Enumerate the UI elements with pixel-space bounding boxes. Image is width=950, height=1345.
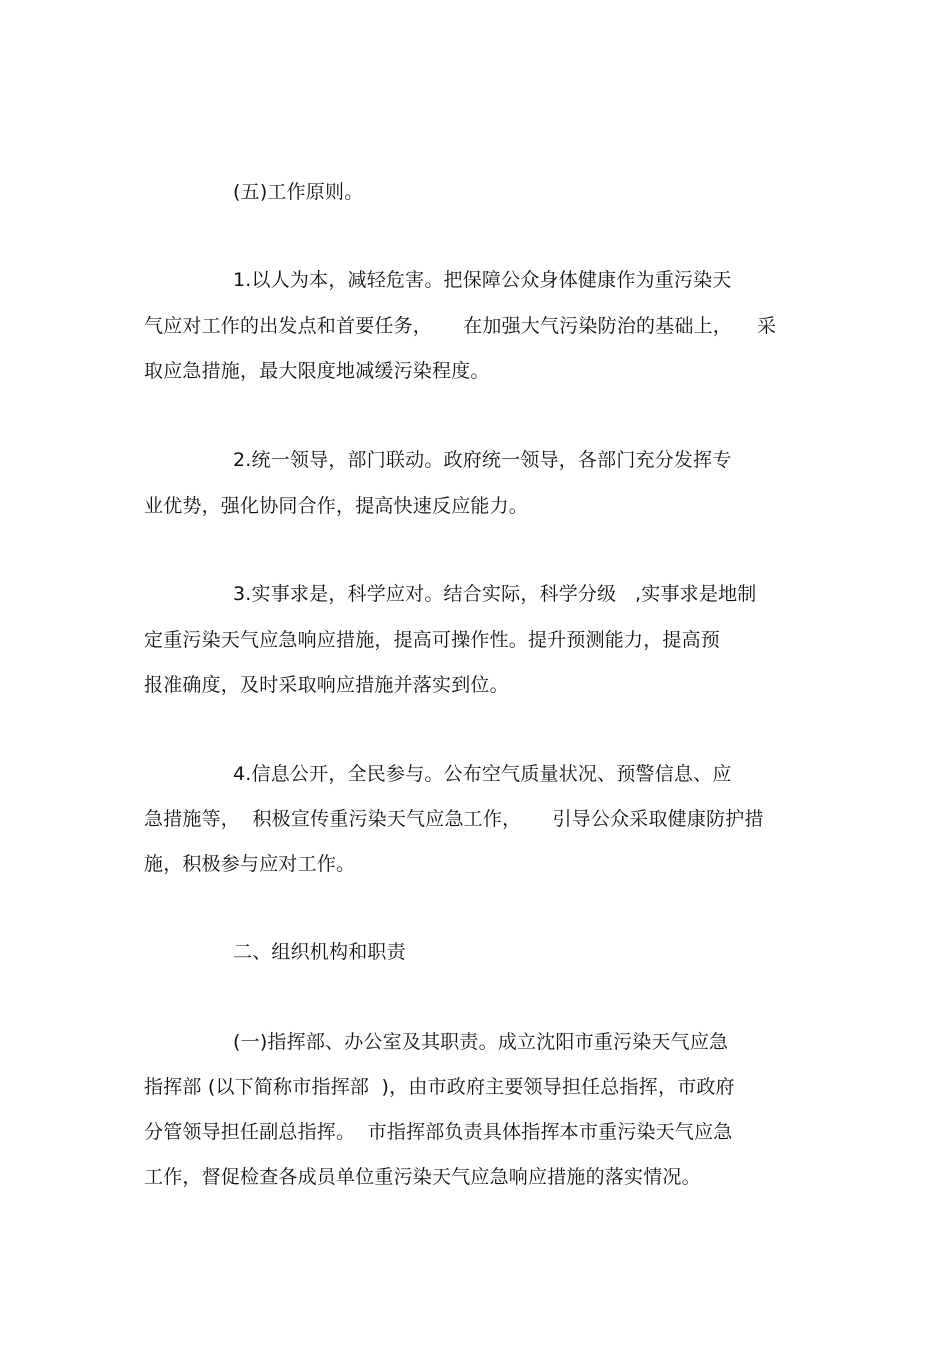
principle-1-line-3: 取应急措施，最大限度地减缓污染程度。 xyxy=(144,360,490,382)
principle-3-line-3: 报准确度，及时采取响应措施并落实到位。 xyxy=(144,674,509,696)
principle-2-line-1: 2.统一领导，部门联动。政府统一领导，各部门充分发挥专 xyxy=(233,449,732,471)
principle-3-line-1: 3.实事求是，科学应对。结合实际，科学分级 ,实事求是地制 xyxy=(233,583,757,605)
command-office-line-2: 指挥部 (以下简称市指挥部 )，由市政府主要领导担任总指挥，市政府 xyxy=(144,1076,735,1098)
heading-work-principles: (五)工作原则。 xyxy=(233,181,364,203)
principle-4-line-1: 4.信息公开，全民参与。公布空气质量状况、预警信息、应 xyxy=(233,763,732,785)
principle-4-line-2: 急措施等， 积极宣传重污染天气应急工作， 引导公众采取健康防护措 xyxy=(144,808,764,830)
principle-3-line-2: 定重污染天气应急响应措施，提高可操作性。提升预测能力，提高预 xyxy=(144,629,721,651)
command-office-line-1: (一)指挥部、办公室及其职责。成立沈阳市重污染天气应急 xyxy=(233,1031,729,1053)
principle-1-line-1: 1.以人为本，减轻危害。把保障公众身体健康作为重污染天 xyxy=(233,269,732,291)
section-organization-heading: 二、组织机构和职责 xyxy=(233,941,406,963)
command-office-line-3: 分管领导担任副总指挥。 市指挥部负责具体指挥本市重污染天气应急 xyxy=(144,1121,733,1143)
principle-4-line-3: 施，积极参与应对工作。 xyxy=(144,853,356,875)
principle-2-line-2: 业优势，强化协同合作，提高快速反应能力。 xyxy=(144,495,529,517)
principle-1-line-2: 气应对工作的出发点和首要任务， 在加强大气污染防治的基础上， 采 xyxy=(144,315,777,337)
command-office-line-4: 工作，督促检查各成员单位重污染天气应急响应措施的落实情况。 xyxy=(144,1166,701,1188)
